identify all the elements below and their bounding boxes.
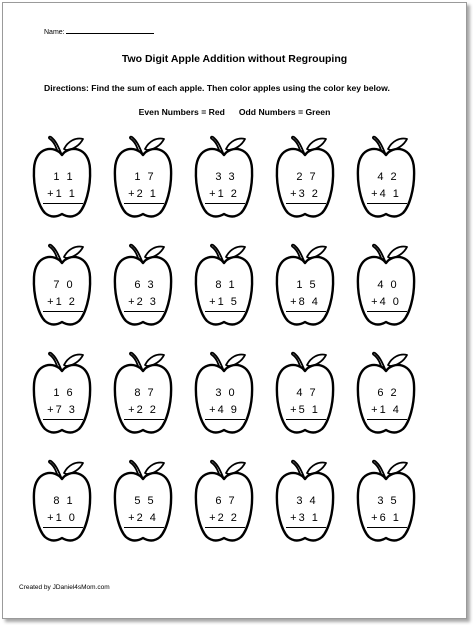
worksheet-page bbox=[2, 2, 467, 619]
sum-line bbox=[124, 311, 164, 312]
sum-line bbox=[367, 203, 407, 204]
sum-line bbox=[367, 311, 407, 312]
name-field bbox=[44, 29, 154, 36]
addend-top: 5 5 bbox=[134, 495, 156, 507]
addend-top: 3 4 bbox=[296, 495, 318, 507]
sum-line bbox=[43, 527, 83, 528]
addend-top: 1 1 bbox=[53, 171, 75, 183]
apple-problem bbox=[355, 455, 417, 555]
addend-bottom: +4 9 bbox=[209, 404, 239, 416]
apple-problem bbox=[112, 131, 174, 231]
addend-bottom: +3 2 bbox=[290, 188, 320, 200]
sum-line bbox=[205, 419, 245, 420]
addend-bottom: +7 3 bbox=[47, 404, 77, 416]
addend-top: 1 5 bbox=[296, 279, 318, 291]
addend-top: 6 3 bbox=[134, 279, 156, 291]
directions-text: Directions: Find the sum of each apple. Then color apples using the color key below. bbox=[44, 83, 390, 93]
addend-top: 4 2 bbox=[377, 171, 399, 183]
addend-top: 3 0 bbox=[215, 387, 237, 399]
addend-top: 8 1 bbox=[215, 279, 237, 291]
addend-top: 6 2 bbox=[377, 387, 399, 399]
addend-bottom: +1 1 bbox=[47, 188, 77, 200]
addend-bottom: +2 2 bbox=[128, 404, 158, 416]
apple-problem bbox=[355, 239, 417, 339]
addend-top: 8 1 bbox=[53, 495, 75, 507]
addend-bottom: +4 1 bbox=[371, 188, 401, 200]
sum-line bbox=[205, 311, 245, 312]
addend-bottom: +1 4 bbox=[371, 404, 401, 416]
apple-problem bbox=[274, 131, 336, 231]
sum-line bbox=[286, 419, 326, 420]
sum-line bbox=[124, 419, 164, 420]
color-key bbox=[3, 107, 466, 117]
addend-bottom: +3 1 bbox=[290, 512, 320, 524]
addend-bottom: +1 0 bbox=[47, 512, 77, 524]
footer-credit: Created by JDaniel4sMom.com bbox=[19, 584, 110, 591]
name-label: Name: bbox=[44, 29, 65, 36]
addend-bottom: +4 0 bbox=[371, 296, 401, 308]
apple-problem bbox=[31, 131, 93, 231]
addend-top: 8 7 bbox=[134, 387, 156, 399]
color-key-odd: Odd Numbers = Green bbox=[238, 107, 331, 117]
apple-problem bbox=[193, 455, 255, 555]
sum-line bbox=[43, 203, 83, 204]
apple-problem bbox=[355, 131, 417, 231]
addend-top: 4 0 bbox=[377, 279, 399, 291]
name-blank-line bbox=[66, 33, 154, 34]
addend-bottom: +1 2 bbox=[47, 296, 77, 308]
apple-problem-grid bbox=[31, 131, 441, 571]
apple-problem bbox=[112, 347, 174, 447]
worksheet-title: Two Digit Apple Addition without Regrouping bbox=[121, 53, 348, 65]
sum-line bbox=[367, 419, 407, 420]
apple-problem bbox=[112, 455, 174, 555]
addend-bottom: +2 2 bbox=[209, 512, 239, 524]
sum-line bbox=[43, 419, 83, 420]
addend-top: 2 7 bbox=[296, 171, 318, 183]
sum-line bbox=[205, 203, 245, 204]
addend-bottom: +5 1 bbox=[290, 404, 320, 416]
addend-top: 3 3 bbox=[215, 171, 237, 183]
addend-bottom: +6 1 bbox=[371, 512, 401, 524]
sum-line bbox=[124, 527, 164, 528]
sum-line bbox=[286, 311, 326, 312]
apple-problem bbox=[193, 131, 255, 231]
sum-line bbox=[205, 527, 245, 528]
addend-bottom: +1 2 bbox=[209, 188, 239, 200]
apple-problem bbox=[274, 455, 336, 555]
apple-problem bbox=[355, 347, 417, 447]
apple-problem bbox=[31, 347, 93, 447]
addend-bottom: +2 3 bbox=[128, 296, 158, 308]
addend-top: 7 0 bbox=[53, 279, 75, 291]
addend-top: 3 5 bbox=[377, 495, 399, 507]
apple-problem bbox=[193, 347, 255, 447]
addend-top: 1 6 bbox=[53, 387, 75, 399]
addend-bottom: +2 1 bbox=[128, 188, 158, 200]
apple-problem bbox=[31, 455, 93, 555]
apple-problem bbox=[31, 239, 93, 339]
addend-top: 4 7 bbox=[296, 387, 318, 399]
color-key-even: Even Numbers = Red bbox=[138, 107, 225, 117]
sum-line bbox=[367, 527, 407, 528]
addend-top: 1 7 bbox=[134, 171, 156, 183]
addend-bottom: +2 4 bbox=[128, 512, 158, 524]
sum-line bbox=[43, 311, 83, 312]
addend-bottom: +8 4 bbox=[290, 296, 320, 308]
apple-problem bbox=[274, 239, 336, 339]
apple-problem bbox=[112, 239, 174, 339]
addend-top: 6 7 bbox=[215, 495, 237, 507]
sum-line bbox=[124, 203, 164, 204]
addend-bottom: +1 5 bbox=[209, 296, 239, 308]
sum-line bbox=[286, 203, 326, 204]
sum-line bbox=[286, 527, 326, 528]
apple-problem bbox=[193, 239, 255, 339]
apple-problem bbox=[274, 347, 336, 447]
